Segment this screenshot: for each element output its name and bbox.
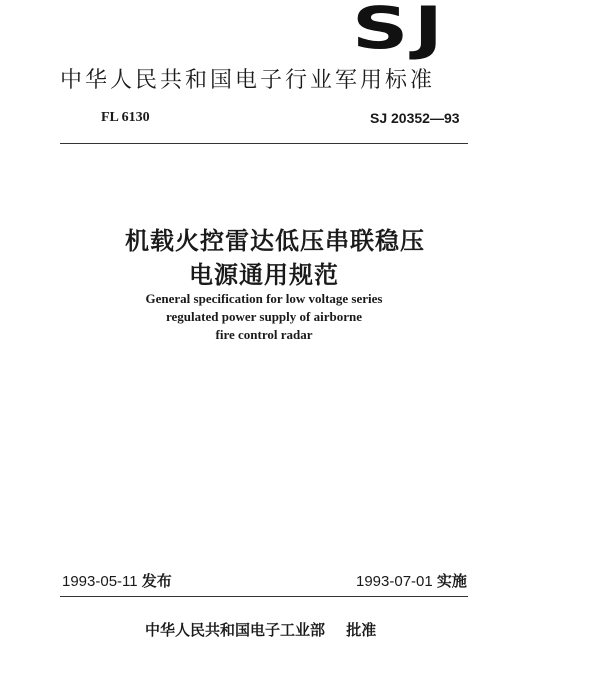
implementation-label: 实施 xyxy=(436,573,467,590)
implementation-date xyxy=(356,572,467,592)
fl-code: FL 6130 xyxy=(101,110,150,125)
title-en-line-2: regulated power supply of airborne xyxy=(166,309,362,324)
issuing-authority xyxy=(145,620,376,640)
implementation-date-value: 1993-07-01 xyxy=(356,573,433,590)
header-divider xyxy=(60,143,468,144)
footer-divider xyxy=(60,596,468,597)
standard-class-heading: 中华人民共和国电子行业军用标准 xyxy=(60,68,436,93)
issue-date xyxy=(62,572,172,592)
title-zh-line-1: 机载火控雷达低压串联稳压 xyxy=(125,227,425,255)
sj-logo: SJ xyxy=(352,0,449,62)
document-title-zh xyxy=(60,224,468,292)
title-en-line-3: fire control radar xyxy=(215,327,313,342)
document-title-en xyxy=(60,290,468,344)
title-en-line-1: General specification for low voltage series xyxy=(145,291,383,306)
issue-date-value: 1993-05-11 xyxy=(62,573,138,590)
issue-label: 发布 xyxy=(141,573,172,590)
approve-label: 批准 xyxy=(346,621,377,639)
standard-number: SJ 20352—93 xyxy=(370,110,460,126)
issuer-name: 中华人民共和国电子工业部 xyxy=(145,621,326,639)
title-zh-line-2: 电源通用规范 xyxy=(189,261,339,289)
